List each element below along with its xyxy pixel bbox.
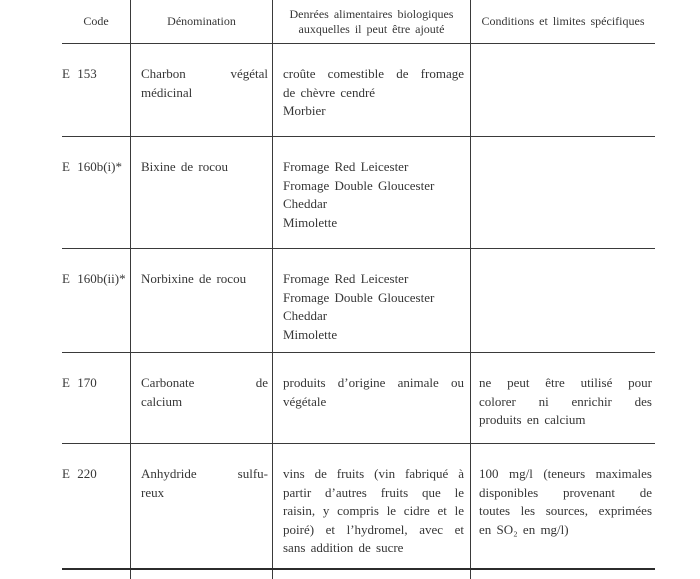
- header-row: [62, 0, 655, 44]
- cell-denomination: Carbonate de calcium: [130, 353, 272, 443]
- table-row-e160bi: [62, 137, 655, 249]
- cell-denrees: [272, 570, 470, 579]
- header-cell-denomination: Dénomination: [130, 0, 272, 43]
- cell-denomination: Anhydride sulfu- reux: [130, 444, 272, 568]
- cell-conditions: ne peut être utilisé pour colorer ni enrichir des produits en calcium: [470, 353, 655, 443]
- cell-conditions: [470, 249, 655, 352]
- cell-code: E 170: [62, 375, 97, 390]
- header-cell-code: Code: [83, 14, 109, 28]
- cell-denomination: Bixine de rocou: [130, 137, 272, 248]
- cell-code: [62, 570, 130, 579]
- cell-denrees: Fromage Red Leicester Fromage Double Gloucester Cheddar Mimolette: [272, 249, 470, 352]
- cell-code: E 160b(ii)*: [62, 271, 126, 286]
- additives-table: [62, 0, 655, 579]
- cell-denrees: croûte comestible de fromage de chèvre cendré Morbier: [272, 44, 470, 136]
- header-cell-denrees: Denrées alimentaires biologiques auxquelles il peut être ajouté: [272, 0, 470, 43]
- cell-code: E 160b(i)*: [62, 159, 122, 174]
- cell-denomination: [130, 570, 272, 579]
- table-row-e153: [62, 44, 655, 137]
- cell-denomination: Charbon végétal médicinal: [130, 44, 272, 136]
- header-cell-conditions: Conditions et limites spécifiques: [470, 0, 655, 43]
- cell-conditions: [470, 44, 655, 136]
- cell-denrees: Fromage Red Leicester Fromage Double Gloucester Cheddar Mimolette: [272, 137, 470, 248]
- cell-conditions: [470, 137, 655, 248]
- cell-code: E 153: [62, 66, 97, 81]
- table-row-e220: [62, 444, 655, 570]
- cell-denomination: Norbixine de rocou: [130, 249, 272, 352]
- cell-denrees: vins de fruits (vin fabriqué à partir d’autres fruits que le raisin, y compris le cidre et le poiré) et l’hydromel, avec et sans addition de sucre: [272, 444, 470, 568]
- table-row-e170: [62, 353, 655, 444]
- partial-row: [62, 570, 655, 579]
- cell-denrees: produits d’origine animale ou végétale: [272, 353, 470, 443]
- cell-conditions: 100 mg/l (teneurs maximales disponibles provenant de toutes les sources, exprimées en SO₂ en mg/l): [470, 444, 655, 568]
- table-row-e160bii: [62, 249, 655, 353]
- cell-conditions: [470, 570, 655, 579]
- cell-code: E 220: [62, 466, 97, 481]
